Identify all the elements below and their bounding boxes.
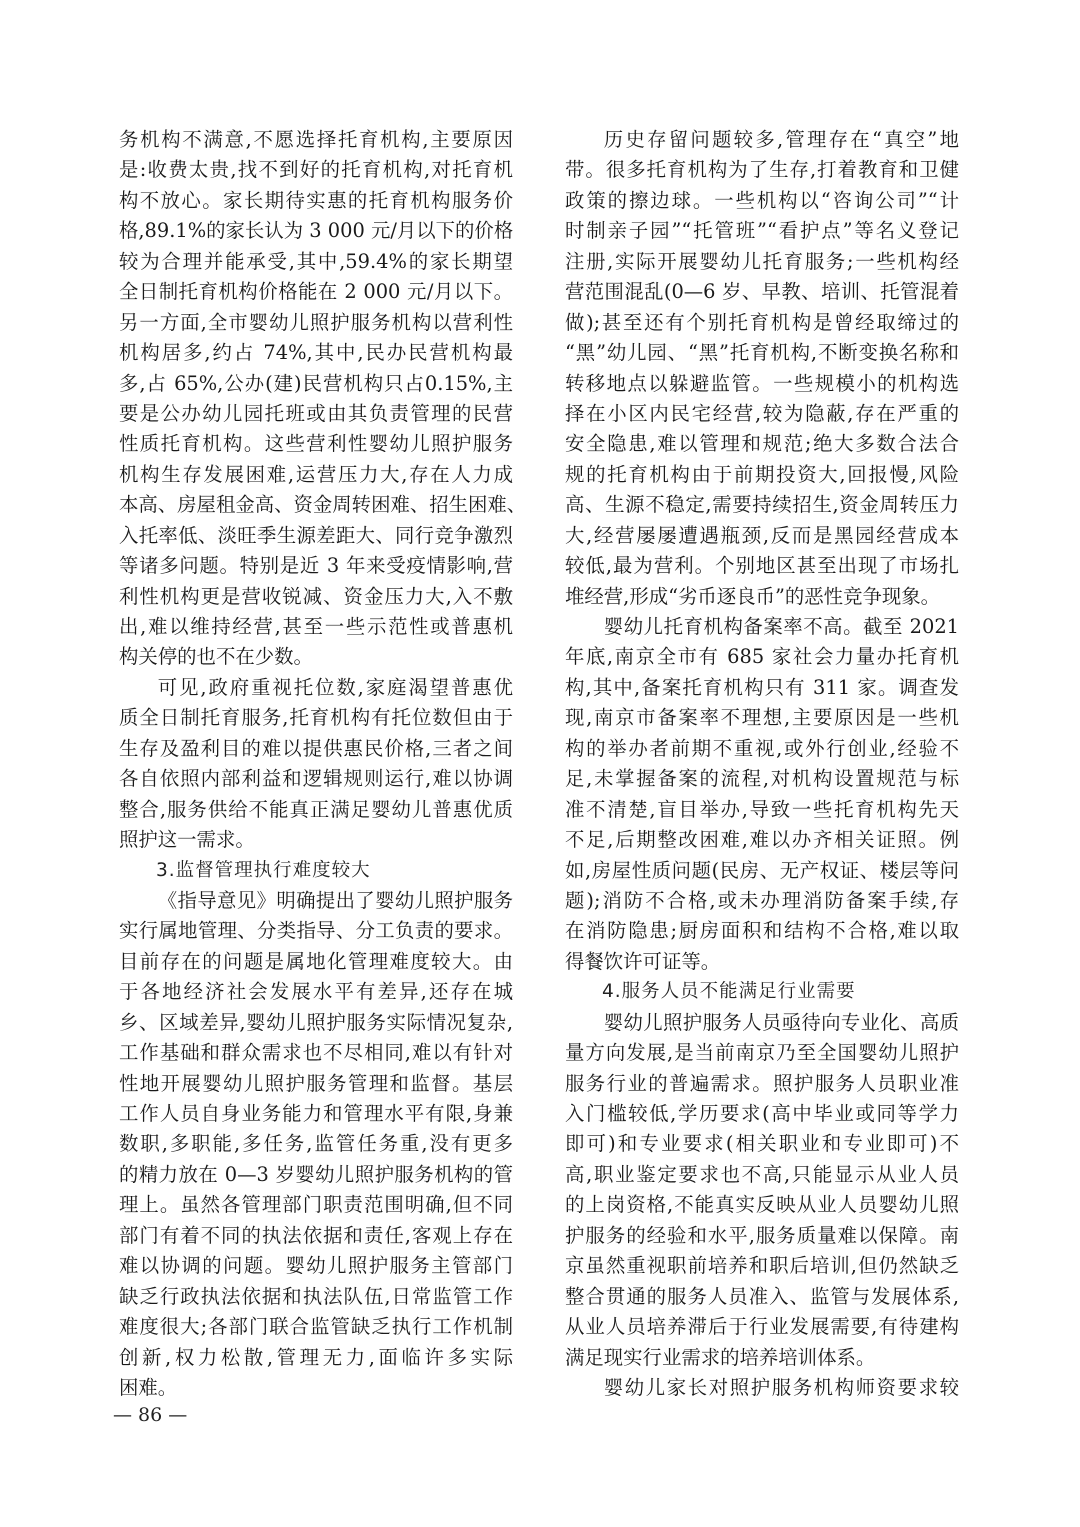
text-line: 工作人员自身业务能力和管理水平有限,身兼: [119, 1102, 513, 1125]
paragraph: [565, 1373, 959, 1403]
text-line: 务机构不满意,不愿选择托育机构,主要原因: [119, 128, 513, 151]
text-line: 营范围混乱(0—6 岁、早教、培训、托管混着: [565, 280, 959, 304]
text-line: 历史存留问题较多,管理存在“真空”地: [603, 128, 959, 151]
text-line: 构关停的也不在少数。: [119, 645, 313, 669]
text-line: 部门有着不同的执法依据和责任,客观上存在: [119, 1223, 513, 1247]
text-line: 难度很大;各部门联合监管缺乏执行工作机制: [119, 1315, 513, 1339]
paragraph: [119, 125, 527, 673]
text-line: 实行属地管理、分类指导、分工负责的要求。: [119, 919, 513, 943]
text-line: 性质托育机构。这些营利性婴幼儿照护服务: [119, 432, 513, 456]
text-line: 安全隐患,难以管理和规范;绝大多数合法合: [565, 432, 959, 456]
text-line: 格,89.1%的家长认为 3 000 元/月以下的价格: [119, 219, 514, 243]
text-line: 创新,权力松散,管理无力,面临许多实际: [119, 1345, 513, 1369]
text-line: 目前存在的问题是属地化管理难度较大。由: [119, 949, 513, 973]
paragraph: [119, 673, 513, 856]
text-line: 婴幼儿托育机构备案率不高。截至 2021: [603, 615, 959, 638]
paragraph: [119, 886, 513, 1403]
text-line: 工作基础和群众需求也不尽相同,难以有针对: [119, 1041, 513, 1065]
text-line: 年底,南京全市有 685 家社会力量办托育机: [565, 645, 959, 669]
text-line: 婴幼儿家长对照护服务机构师资要求较: [603, 1375, 959, 1399]
text-line: 困难。: [119, 1375, 178, 1399]
text-line: 利性机构更是营收锐减、资金压力大,入不敷: [119, 584, 513, 608]
text-line: 即可)和专业要求(相关职业和专业即可)不: [565, 1132, 959, 1156]
text-line: 较为合理并能承受,其中,59.4%的家长期望: [119, 249, 513, 273]
heading-text: 3.监督管理执行难度较大: [156, 859, 371, 881]
section-heading: [119, 856, 513, 886]
text-line: 服务行业的普遍需求。照护服务人员职业准: [565, 1071, 959, 1095]
paragraph: [565, 612, 959, 977]
right-column: [565, 125, 959, 1403]
text-line: 高、生源不稳定,需要持续招生,资金周转压力: [565, 493, 959, 517]
text-line: 在消防隐患;厨房面积和结构不合格,难以取: [565, 919, 959, 943]
text-line: 《指导意见》明确提出了婴幼儿照护服务: [157, 888, 513, 912]
heading-text: 4.服务人员不能满足行业需要: [602, 981, 856, 1003]
text-line: 各自依照内部利益和逻辑规则运行,难以协调: [119, 767, 513, 791]
text-line: 机构居多,约占 74%,其中,民办民营机构最: [119, 341, 513, 365]
text-line: 质全日制托育服务,托育机构有托位数但由于: [119, 706, 513, 730]
text-line: 入托率低、淡旺季生源差距大、同行竞争激烈: [119, 523, 513, 547]
text-line: 照护这一需求。: [119, 828, 255, 852]
text-line: 理上。虽然各管理部门职责范围明确,但不同: [119, 1193, 513, 1217]
text-line: 婴幼儿照护服务人员亟待向专业化、高质: [603, 1010, 959, 1034]
text-line: 择在小区内民宅经营,较为隐蔽,存在严重的: [565, 401, 959, 425]
section-heading: [565, 977, 959, 1007]
text-line: 时制亲子园”“托管班”“看护点”等名义登记: [565, 219, 959, 243]
text-line: 较低,最为营利。个别地区甚至出现了市场扎: [565, 554, 959, 578]
text-line: 难以协调的问题。婴幼儿照护服务主管部门: [119, 1254, 513, 1278]
text-line: 注册,实际开展婴幼儿托育服务;一些机构经: [565, 249, 959, 273]
text-line: 带。很多托育机构为了生存,打着教育和卫健: [565, 158, 959, 182]
text-line: 的上岗资格,不能真实反映从业人员婴幼儿照: [565, 1193, 959, 1217]
text-line: 的精力放在 0—3 岁婴幼儿照护服务机构的管: [119, 1162, 513, 1186]
text-line: 于各地经济社会发展水平有差异,还存在城: [119, 980, 513, 1004]
text-line: 数职,多职能,多任务,监管任务重,没有更多: [119, 1132, 513, 1156]
paragraph: [565, 125, 959, 612]
text-line: 缺乏行政执法依据和执法队伍,日常监管工作: [119, 1284, 513, 1308]
text-line: 满足现实行业需求的培养培训体系。: [565, 1345, 876, 1369]
text-line: 堆经营,形成“劣币逐良币”的恶性竞争现象。: [565, 584, 941, 608]
text-line: 性地开展婴幼儿照护服务管理和监督。基层: [119, 1071, 513, 1095]
text-line: 如,房屋性质问题(民房、无产权证、楼层等问: [565, 858, 959, 882]
text-line: 规的托育机构由于前期投资大,回报慢,风险: [565, 462, 959, 486]
text-line: 是:收费太贵,找不到好的托育机构,对托育机: [119, 158, 513, 182]
text-line: 多,占 65%,公办(建)民营机构只占0.15%,主: [119, 371, 513, 395]
text-line: 做);甚至还有个别托育机构是曾经取缔过的: [565, 310, 959, 334]
text-line: 本高、房屋租金高、资金周转困难、招生困难、: [119, 493, 527, 517]
text-line: 护服务的经验和水平,服务质量难以保障。南: [565, 1223, 959, 1247]
text-line: 机构生存发展困难,运营压力大,存在人力成: [119, 462, 513, 486]
text-line: 准不清楚,盲目举办,导致一些托育机构先天: [565, 797, 959, 821]
text-line: 可见,政府重视托位数,家庭渴望普惠优: [157, 675, 513, 699]
text-line: 要是公办幼儿园托班或由其负责管理的民营: [119, 401, 513, 425]
paragraph: [565, 1008, 959, 1373]
text-line: 大,经营屡屡遭遇瓶颈,反而是黑园经营成本: [565, 523, 959, 547]
text-line: 构不放心。家长期待实惠的托育机构服务价: [119, 188, 513, 212]
text-line: 整合,服务供给不能真正满足婴幼儿普惠优质: [119, 797, 513, 821]
text-line: 构的举办者前期不重视,或外行创业,经验不: [565, 736, 959, 760]
text-line: “黑”幼儿园、“黑”托育机构,不断变换名称和: [565, 341, 959, 365]
text-line: 量方向发展,是当前南京乃至全国婴幼儿照护: [565, 1041, 959, 1065]
text-line: 整合贯通的服务人员准入、监管与发展体系,: [565, 1284, 959, 1308]
text-line: 转移地点以躲避监管。一些规模小的机构选: [565, 371, 959, 395]
text-line: 乡、区域差异,婴幼儿照护服务实际情况复杂,: [119, 1010, 513, 1034]
text-line: 另一方面,全市婴幼儿照护服务机构以营利性: [119, 310, 513, 334]
text-line: 全日制托育机构价格能在 2 000 元/月以下。: [119, 280, 513, 304]
text-line: 入门槛较低,学历要求(高中毕业或同等学力: [565, 1102, 959, 1125]
text-line: 题);消防不合格,或未办理消防备案手续,存: [565, 888, 959, 912]
text-line: 构,其中,备案托育机构只有 311 家。调查发: [565, 675, 959, 699]
text-line: 京虽然重视职前培养和职后培训,但仍然缺乏: [565, 1254, 959, 1278]
text-line: 现,南京市备案率不理想,主要原因是一些机: [565, 706, 959, 730]
page-number: — 86 —: [113, 1404, 188, 1426]
text-line: 得餐饮许可证等。: [565, 949, 721, 973]
text-line: 高,职业鉴定要求也不高,只能显示从业人员: [565, 1162, 959, 1186]
text-line: 足,未掌握备案的流程,对机构设置规范与标: [565, 767, 959, 791]
text-line: 出,难以维持经营,甚至一些示范性或普惠机: [119, 615, 513, 638]
text-line: 不足,后期整改困难,难以办齐相关证照。例: [565, 828, 959, 852]
text-line: 等诸多问题。特别是近 3 年来受疫情影响,营: [119, 554, 513, 578]
text-line: 政策的擦边球。一些机构以“咨询公司”“计: [565, 188, 959, 212]
left-column: [119, 125, 527, 1403]
text-line: 从业人员培养滞后于行业发展需要,有待建构: [565, 1315, 959, 1339]
text-line: 生存及盈利目的难以提供惠民价格,三者之间: [119, 736, 513, 760]
